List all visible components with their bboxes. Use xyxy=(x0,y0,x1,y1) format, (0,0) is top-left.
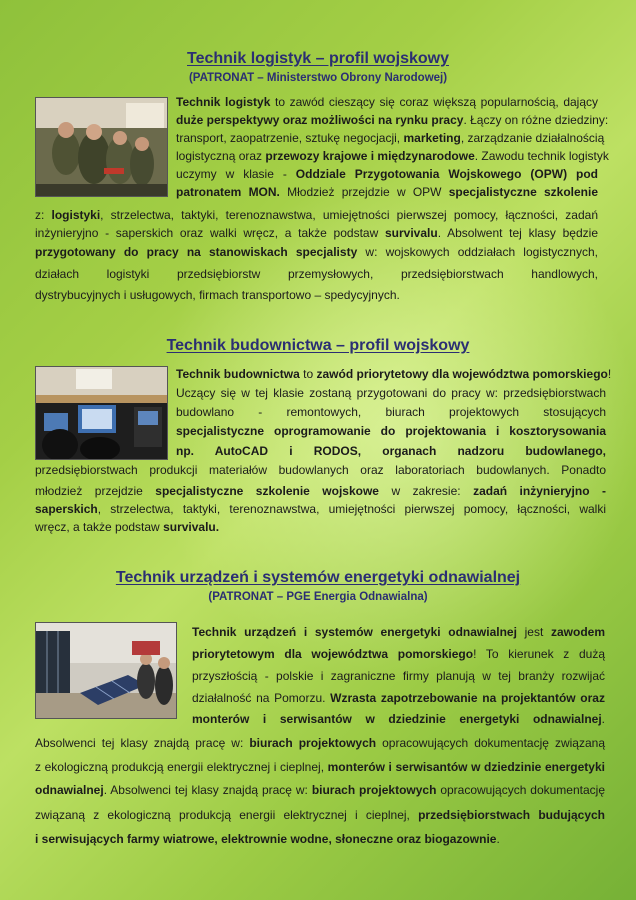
text-run: w: wojskowych oddziałach logistycznych, xyxy=(357,245,598,259)
text-run: wręcz, a także podstaw xyxy=(35,520,164,534)
text-line xyxy=(192,623,605,641)
section-title-renewable-energy: Technik urządzeń i systemów energetyki odnawialnej xyxy=(115,569,521,586)
text-line xyxy=(176,93,598,111)
text-line xyxy=(35,243,598,261)
bold-text: przygotowany do pracy na stanowiskach specjalisty xyxy=(35,245,358,259)
bold-text: przedsiębiorstwach budujących xyxy=(418,808,606,822)
computer-lab-photo xyxy=(35,366,168,460)
text-run: młodzież przejdzie xyxy=(35,484,156,498)
bold-text: zawód priorytetowy dla województwa pomorskiego xyxy=(316,367,608,381)
text-line xyxy=(35,781,605,799)
text-line xyxy=(35,806,605,824)
text-line xyxy=(35,286,598,304)
text-line xyxy=(176,422,606,440)
text-run: w zakresie: xyxy=(378,484,474,498)
bold-text: logistyki xyxy=(51,208,101,222)
text-run: opracowujących dokumentację xyxy=(436,783,605,797)
text-line xyxy=(176,442,606,460)
text-run: transport, zaopatrzenie, sztukę negocjacji, xyxy=(176,131,404,145)
bold-text: specjalistyczne oprogramowanie do projektowania i kosztorysowania xyxy=(176,424,606,438)
text-run: Młodzież przejdzie w OPW xyxy=(279,185,449,199)
text-run: budowlano - remontowych, biurach projektowych stosujących xyxy=(176,405,606,419)
text-line xyxy=(192,645,605,663)
text-line xyxy=(192,667,605,685)
bold-text: survivalu. xyxy=(163,520,220,534)
section-title-logistics: Technik logistyk – profil wojskowy xyxy=(187,50,449,67)
bold-text: odnawialnej xyxy=(35,783,104,797)
text-line xyxy=(35,482,606,500)
text-line xyxy=(176,183,598,201)
text-line xyxy=(35,830,605,848)
bold-text: biurach projektowych xyxy=(249,736,377,750)
text-run: działach logistyki przedsiębiorstw przemysłowych, przedsiębiorstwach handlowych, xyxy=(35,267,598,281)
text-run: Uczący się w tej klasie zostaną przygotowani do pracy w: przedsiębiorstwach xyxy=(176,386,606,400)
text-run: Absolwenci tej klasy znajdą pracę w: xyxy=(35,736,250,750)
section-subtitle-logistics: (PATRONAT – Ministerstwo Obrony Narodowej) xyxy=(188,72,448,84)
text-line xyxy=(176,147,609,165)
bold-text: Technik budownictwa xyxy=(176,367,300,381)
bold-text: specjalistyczne szkolenie xyxy=(448,185,599,199)
text-run: . Absolwent tej klasy będzie xyxy=(437,226,598,240)
text-line xyxy=(35,734,605,752)
text-line xyxy=(192,689,605,707)
section-subtitle-renewable-energy: (PATRONAT – PGE Energia Odnawialna) xyxy=(208,591,428,603)
bold-text: specjalistyczne szkolenie wojskowe xyxy=(155,484,379,498)
bold-text: saperskich xyxy=(35,502,98,516)
text-run: , strzelectwa, taktyki, terenoznawstwa, umiejętności pierwszej pomocy, łączności, walki xyxy=(97,502,606,516)
bold-text: Wzrasta zapotrzebowanie na projektantów oraz xyxy=(330,691,605,705)
bold-text: patronatem MON. xyxy=(176,185,280,199)
text-line xyxy=(35,500,606,518)
bold-text: duże perspektywy oraz możliwości na rynku pracy xyxy=(176,113,464,127)
bold-text: przewozy krajowe i międzynarodowe xyxy=(265,149,475,163)
text-run: . Absolwenci tej klasy znajdą pracę w: xyxy=(103,783,312,797)
bold-text: monterów i serwisantów w dziedzinie energetyki xyxy=(327,760,605,774)
text-run: jest xyxy=(516,625,551,639)
section-title-construction: Technik budownictwa – profil wojskowy xyxy=(166,337,470,354)
text-run: dystrybucyjnych i usługowych, firmach transportowo – spedycyjnych. xyxy=(35,288,400,302)
text-line xyxy=(35,224,598,242)
text-run: . xyxy=(601,712,605,726)
text-line xyxy=(176,165,598,183)
military-students-photo xyxy=(35,97,168,197)
text-line xyxy=(176,403,606,421)
bold-text: i serwisujących farmy wiatrowe, elektrownie wodne, słoneczne oraz biogazownie xyxy=(35,832,497,846)
text-line xyxy=(35,461,606,479)
text-run: przedsiębiorstwach produkcji materiałów budowlanych oraz laboratoriach budowlanych. Ponadto xyxy=(35,463,606,477)
text-run: to xyxy=(299,367,317,381)
text-line xyxy=(35,265,598,283)
text-line xyxy=(35,206,598,224)
bold-text: Technik logistyk xyxy=(176,95,271,109)
text-run: z: xyxy=(35,208,52,222)
bold-text: priorytetowym dla województwa pomorskiego xyxy=(192,647,474,661)
bold-text: biurach projektowych xyxy=(311,783,437,797)
text-run: ! To kierunek z dużą xyxy=(473,647,605,661)
text-run: . xyxy=(496,832,500,846)
solar-panel-workshop-photo xyxy=(35,622,177,719)
text-run: przyszłością - polskie i zagraniczne firmy planują w tej branży rozwijać xyxy=(192,669,605,683)
bold-text: survivalu xyxy=(384,226,438,240)
bold-text: zawodem xyxy=(551,625,606,639)
text-run: , strzelectwa, taktyki, terenoznawstwa, umiejętności pierwszej pomocy, łączności, zadań xyxy=(100,208,598,222)
text-line xyxy=(35,758,605,776)
text-run: uczymy w klasie - xyxy=(176,167,296,181)
bold-text: monterów i serwisantów w dziedzinie energetyki odnawialnej xyxy=(192,712,602,726)
text-line xyxy=(176,384,606,402)
text-run: to zawód cieszący się coraz większą popularnością, dający xyxy=(270,95,599,109)
text-run: . Zawodu technik logistyk xyxy=(474,149,609,163)
bold-text: Technik urządzeń i systemów energetyki odnawialnej xyxy=(192,625,517,639)
text-run: inżynieryjno - saperskich oraz walki wręcz, a także podstaw xyxy=(35,226,385,240)
bold-text: Oddziale Przygotowania Wojskowego (OPW) pod xyxy=(295,167,598,181)
text-line xyxy=(192,710,605,728)
text-run: opracowujących dokumentację związaną xyxy=(376,736,605,750)
bold-text: zadań inżynieryjno - xyxy=(473,484,607,498)
text-line xyxy=(35,518,606,536)
text-run: . Łączy on różne dziedziny: xyxy=(463,113,609,127)
bold-text: np. AutoCAD i RODOS, organach nadzoru budowlanego, xyxy=(176,444,606,458)
text-line xyxy=(176,129,605,147)
bold-text: marketing xyxy=(403,131,461,145)
text-run: logistyczną oraz xyxy=(176,149,266,163)
text-run: , zarządzanie działalnością xyxy=(460,131,605,145)
text-run: z ekologiczną produkcją energii elektrycznej i cieplnej, xyxy=(35,760,328,774)
text-run: ! xyxy=(607,367,612,381)
text-line xyxy=(176,111,609,129)
text-run: działalność na Pomorzu. xyxy=(192,691,331,705)
text-run: związaną z ekologiczną produkcją energii elektrycznej i cieplnej, xyxy=(35,808,419,822)
text-line xyxy=(176,365,612,383)
